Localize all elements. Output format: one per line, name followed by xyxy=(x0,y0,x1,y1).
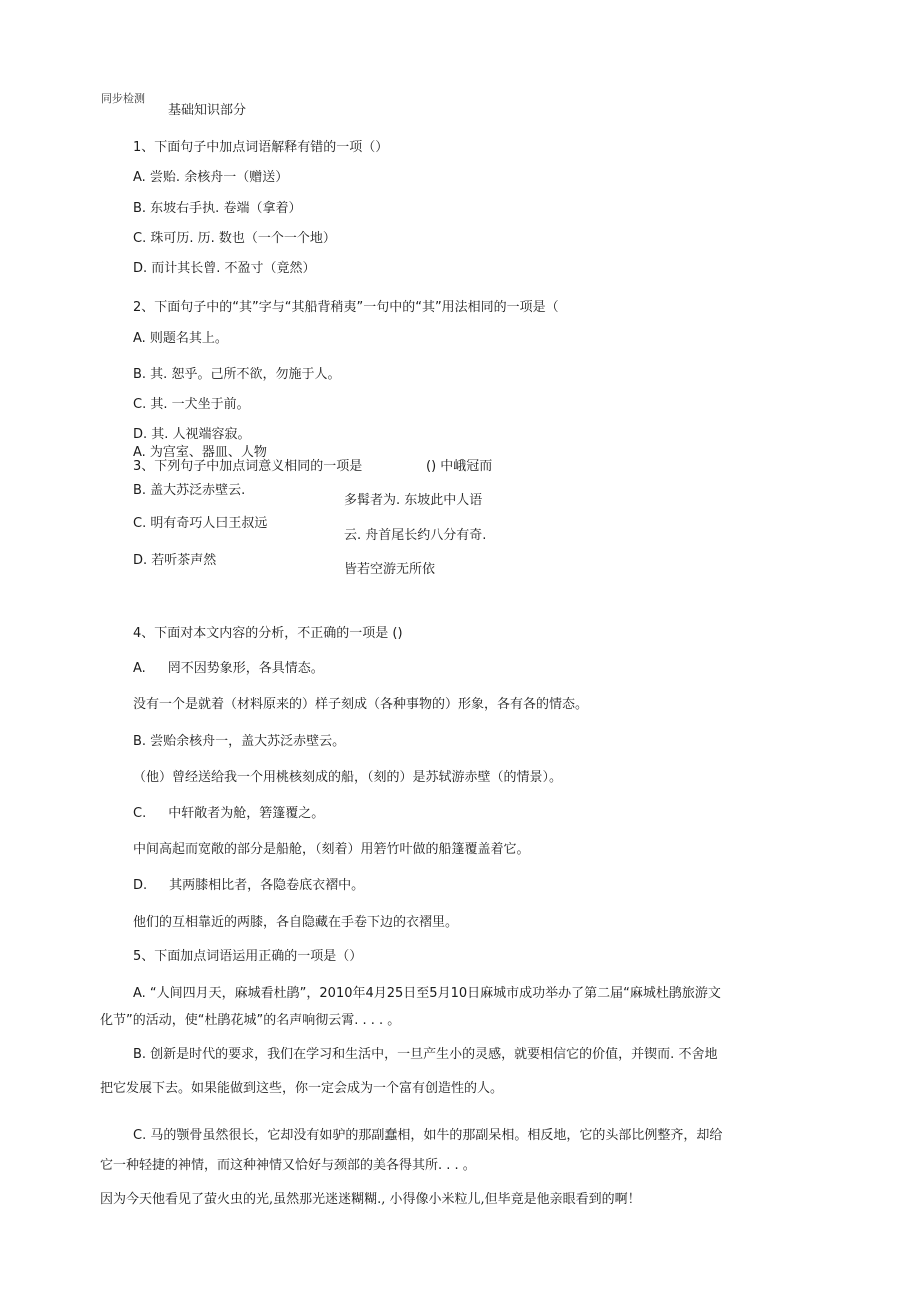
q2-stem: 2、下面句子中的“其”字与“其船背稍夷”一句中的“其”用法相同的一项是（ xyxy=(133,300,559,315)
q4-option-c-text: 中轩敞者为舱，箬篷覆之。 xyxy=(168,806,325,821)
q5-option-c-line1: C. 马的颚骨虽然很长，它却没有如驴的那副蠢相，如牛的那副呆相。相反地，它的头部比例整齐，却给 xyxy=(133,1128,723,1143)
q4-option-b: B. 尝贻余核舟一，盖大苏泛赤壁云。 xyxy=(133,734,346,749)
q4-option-c-translation: 中间高起而宽敞的部分是船舱，（刻着）用箬竹叶做的船篷覆盖着它。 xyxy=(133,842,530,857)
q3-option-a: A. 为宫室、器皿、人物 xyxy=(133,445,267,460)
q4-option-d xyxy=(133,878,364,894)
q4-option-d-text: 其两膝相比者，各隐卷底衣褶中。 xyxy=(169,878,365,893)
q1-stem: 1、下面句子中加点词语解释有错的一项（） xyxy=(133,140,389,155)
q4-stem: 4、下面对本文内容的分析，不正确的一项是 () xyxy=(133,626,403,641)
q4-option-b-translation: （他）曾经送给我一个用桃核刻成的船，（刻的）是苏轼游赤壁（的情景）。 xyxy=(133,770,563,785)
q2-option-d: D. 其. 人视端容寂。 xyxy=(133,427,251,442)
q1-option-d: D. 而计其长曾. 不盈寸（竟然） xyxy=(133,261,316,276)
q2-option-a: A. 则题名其上。 xyxy=(133,331,228,346)
q3-option-c-pair: 云. 舟首尾长约八分有奇. xyxy=(344,528,487,543)
q1-option-b: B. 东坡右手执. 卷端（拿着） xyxy=(133,201,302,216)
q2-option-c: C. 其. 一犬坐于前。 xyxy=(133,397,250,412)
q4-option-d-label: D. xyxy=(133,878,148,893)
q4-option-c-label: C. xyxy=(133,806,147,821)
q5-stem: 5、下面加点词语运用正确的一项是（） xyxy=(133,949,363,964)
q1-option-a: A. 尝贻. 余核舟一（赠送） xyxy=(133,170,289,185)
q4-option-a-text: 罔不因势象形，各具情态。 xyxy=(167,661,324,676)
q5-option-c-line2: 它一种轻捷的神情，而这种神情又恰好与颈部的美各得其所. . . 。 xyxy=(100,1158,476,1173)
q2-option-b: B. 其. 恕乎。己所不欲，勿施于人。 xyxy=(133,367,341,382)
q5-option-a-line2: 化节”的活动，使“杜鹃花城”的名声响彻云霄. . . . 。 xyxy=(100,1013,401,1028)
q3-stem: 3、下列句子中加点词意义相同的一项是 xyxy=(133,459,363,474)
q5-option-b-line1: B. 创新是时代的要求，我们在学习和生活中，一旦产生小的灵感，就要相信它的价值，并锲而. 不舍地 xyxy=(133,1047,718,1062)
q3-option-c: C. 明有奇巧人曰王叔远 xyxy=(133,516,268,531)
q3-paren: () 中峨冠而 xyxy=(426,459,493,474)
q3-option-d: D. 若听茶声然 xyxy=(133,553,217,568)
q4-option-a-translation: 没有一个是就着（材料原来的）样子刻成（各种事物的）形象，各有各的情态。 xyxy=(133,697,589,712)
q3-option-b-pair: 多髯者为. 东坡此中人语 xyxy=(344,493,483,508)
q4-option-c xyxy=(133,806,324,822)
q3-option-d-pair: 皆若空游无所依 xyxy=(344,562,436,577)
header-label: 同步检测 xyxy=(101,92,145,105)
q5-option-a-line1: A. “人间四月天，麻城看杜鹃”，2010年4月25日至5月10日麻城市成功举办了第二届“麻城杜鹃旅游文 xyxy=(133,986,721,1001)
q5-option-b-line2: 把它发展下去。如果能做到这些，你一定会成为一个富有创造性的人。 xyxy=(100,1081,504,1096)
q4-option-d-translation: 他们的互相靠近的两膝，各自隐藏在手卷下边的衣褶里。 xyxy=(133,915,459,930)
q5-extra-sentence: 因为今天他看见了萤火虫的光,虽然那光迷迷糊糊., 小得像小米粒儿,但毕竟是他亲眼看到的啊！ xyxy=(100,1192,641,1207)
q4-option-a-label: A. xyxy=(133,661,146,676)
q1-option-c: C. 珠可历. 历. 数也（一个一个地） xyxy=(133,231,336,246)
section-title: 基础知识部分 xyxy=(168,103,247,118)
q4-option-a xyxy=(133,661,324,677)
q3-option-b: B. 盖大苏泛赤壁云. xyxy=(133,483,246,498)
